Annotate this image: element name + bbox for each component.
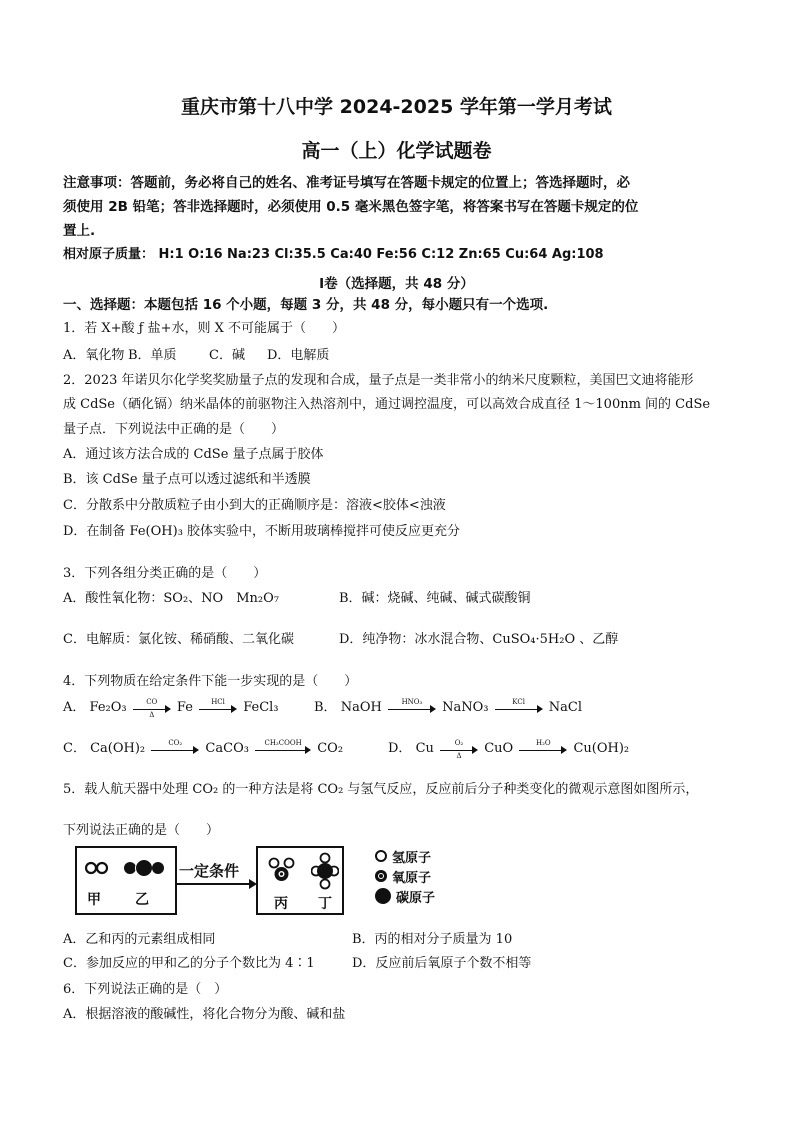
notice-line-3: 置上. xyxy=(63,223,96,239)
q4-option-c xyxy=(63,740,343,758)
reaction-arrow xyxy=(133,697,171,719)
reaction-arrow xyxy=(199,697,237,715)
q6-option-a: A．根据溶液的酸碱性，将化合物分为酸、碱和盐 xyxy=(63,1007,346,1022)
q4-option-a xyxy=(63,699,279,717)
q5-option-d: D．反应前后氧原子个数不相等 xyxy=(352,956,532,971)
substance: CuO xyxy=(484,741,514,756)
q3-option-a: A．酸性氧化物：SO₂、NO Mn₂O₇ xyxy=(63,591,279,606)
q2-option-d: D．在制备 Fe(OH)₃ 胶体实验中，不断用玻璃棒搅拌可使反应更充分 xyxy=(63,524,461,539)
carbon-dioxide-molecule-icon xyxy=(122,858,166,878)
question-4-stem: 4．下列物质在给定条件下能一步实现的是（ ） xyxy=(63,674,358,689)
legend-carbon-label: 碳原子 xyxy=(396,890,436,906)
reagent: CO₂ xyxy=(168,738,183,747)
legend-oxygen xyxy=(375,866,435,886)
hydrogen-molecule-icon xyxy=(85,861,109,875)
reaction-arrow-icon xyxy=(175,879,257,889)
condition: Δ xyxy=(149,710,155,719)
q3-option-b: B．碱：烧碱、纯碱、碱式碳酸铜 xyxy=(339,591,531,606)
option-label: C． xyxy=(63,741,86,756)
section-heading: Ⅰ卷（选择题，共 48 分） xyxy=(319,276,474,292)
option-label: D． xyxy=(388,741,412,756)
q2-option-c: C．分散系中分散质粒子由小到大的正确顺序是：溶液<胶体<浊液 xyxy=(63,498,446,513)
label-jia: 甲 xyxy=(87,892,101,908)
reagent: O₂ xyxy=(454,738,464,747)
question-5-stem-1: 5．载人航天器中处理 CO₂ 的一种方法是将 CO₂ 与氢气反应，反应前后分子种类变化的微观示意图如图所示， xyxy=(63,782,699,797)
reagent: KCl xyxy=(512,697,525,706)
question-2-stem-2: 成 CdSe（硒化镉）纳米晶体的前驱物注入热溶剂中，通过调控温度，可以高效合成直径 1～100nm 间的 CdSe xyxy=(63,397,711,412)
reaction-arrow xyxy=(440,738,478,760)
question-6-stem: 6．下列说法正确的是（ ） xyxy=(63,982,228,997)
reaction-arrow xyxy=(255,738,311,756)
substance: CaCO₃ xyxy=(205,741,249,756)
q1-option-d: D．电解质 xyxy=(267,348,330,363)
legend-hydrogen xyxy=(375,846,435,866)
q3-option-c: C．电解质：氯化铵、稀硝酸、二氧化碳 xyxy=(63,632,294,647)
label-yi: 乙 xyxy=(135,892,149,908)
hydrogen-atom-icon xyxy=(375,850,387,862)
substance: Cu(OH)₂ xyxy=(573,741,630,756)
reagent: CH₃COOH xyxy=(264,738,302,747)
legend-carbon xyxy=(375,886,435,906)
notice-line-1: 注意事项：答题前，务必将自己的姓名、准考证号填写在答题卡规定的位置上；答选择题时，必 xyxy=(63,175,630,191)
section-instruction: 一、选择题：本题包括 16 个小题，每题 3 分，共 48 分，每小题只有一个选项. xyxy=(63,297,549,313)
substance: NaOH xyxy=(340,700,382,715)
q4-option-d xyxy=(388,740,629,758)
substance: NaNO₃ xyxy=(442,700,489,715)
substance: FeCl₃ xyxy=(243,700,279,715)
reaction-arrow xyxy=(388,697,436,715)
substance: NaCl xyxy=(548,700,582,715)
reagent: HNO₃ xyxy=(401,697,423,706)
q5-option-c: C．参加反应的甲和乙的分子个数比为 4∶1 xyxy=(63,956,315,971)
q1-option-c: C．碱 xyxy=(209,348,245,363)
question-3-stem: 3．下列各组分类正确的是（ ） xyxy=(63,566,267,581)
q1-option-a: A．氧化物 xyxy=(63,348,125,363)
q4-option-b xyxy=(314,699,582,717)
legend-oxygen-label: 氧原子 xyxy=(392,870,432,886)
q2-option-b: B．该 CdSe 量子点可以透过滤纸和半透膜 xyxy=(63,472,311,487)
reaction-condition: 一定条件 xyxy=(179,862,240,880)
substance: Fe xyxy=(176,700,193,715)
atom-legend xyxy=(375,846,435,906)
reaction-diagram xyxy=(75,843,345,917)
atomic-mass-line: 相对原子质量： H:1 O:16 Na:23 Cl:35.5 Ca:40 Fe:56 C:12 Zn:65 Cu:64 Ag:108 xyxy=(63,247,604,262)
q3-option-d: D．纯净物：冰水混合物、CuSO₄·5H₂O 、乙醇 xyxy=(339,632,619,647)
reaction-arrow xyxy=(151,738,199,756)
exam-subtitle: 高一（上）化学试题卷 xyxy=(301,140,492,162)
question-1-stem: 1．若 X+酸 ƒ 盐+水，则 X 不可能属于（ ） xyxy=(63,321,346,336)
label-ding: 丁 xyxy=(318,896,332,912)
substance: Ca(OH)₂ xyxy=(90,741,146,756)
q5-option-b: B．丙的相对分子质量为 10 xyxy=(352,932,513,947)
question-2-stem-3: 量子点．下列说法中正确的是（ ） xyxy=(63,422,285,437)
substance: Fe₂O₃ xyxy=(89,700,127,715)
exam-title: 重庆市第十八中学 2024-2025 学年第一学月考试 xyxy=(181,96,612,118)
carbon-atom-icon xyxy=(375,888,391,904)
reaction-arrow xyxy=(519,738,567,756)
question-5-stem-2: 下列说法正确的是（ ） xyxy=(63,823,220,838)
legend-hydrogen-label: 氢原子 xyxy=(392,850,432,866)
reaction-arrow xyxy=(495,697,543,715)
option-label: A． xyxy=(63,700,86,715)
q1-option-b: B．单质 xyxy=(128,348,177,363)
methane-molecule-icon xyxy=(311,852,339,890)
option-label: B． xyxy=(314,700,337,715)
reagent: CO xyxy=(146,697,158,706)
water-molecule-icon xyxy=(268,855,296,885)
notice-line-2: 须使用 2B 铅笔；答非选择题时，必须使用 0.5 毫米黑色签字笔，将答案书写在答题卡规定的位 xyxy=(63,199,639,215)
substance: Cu xyxy=(415,741,434,756)
q5-option-a: A．乙和丙的元素组成相同 xyxy=(63,932,216,947)
oxygen-atom-icon xyxy=(375,870,387,882)
substance: CO₂ xyxy=(317,741,344,756)
q2-option-a: A．通过该方法合成的 CdSe 量子点属于胶体 xyxy=(63,447,324,462)
label-bing: 丙 xyxy=(274,896,288,912)
question-2-stem-1: 2．2023 年诺贝尔化学奖奖励量子点的发现和合成，量子点是一类非常小的纳米尺度颗粒，美国巴文迪将能形 xyxy=(63,373,694,388)
condition: Δ xyxy=(456,751,462,760)
reagent: H₂O xyxy=(535,738,551,747)
reagent: HCl xyxy=(211,697,225,706)
